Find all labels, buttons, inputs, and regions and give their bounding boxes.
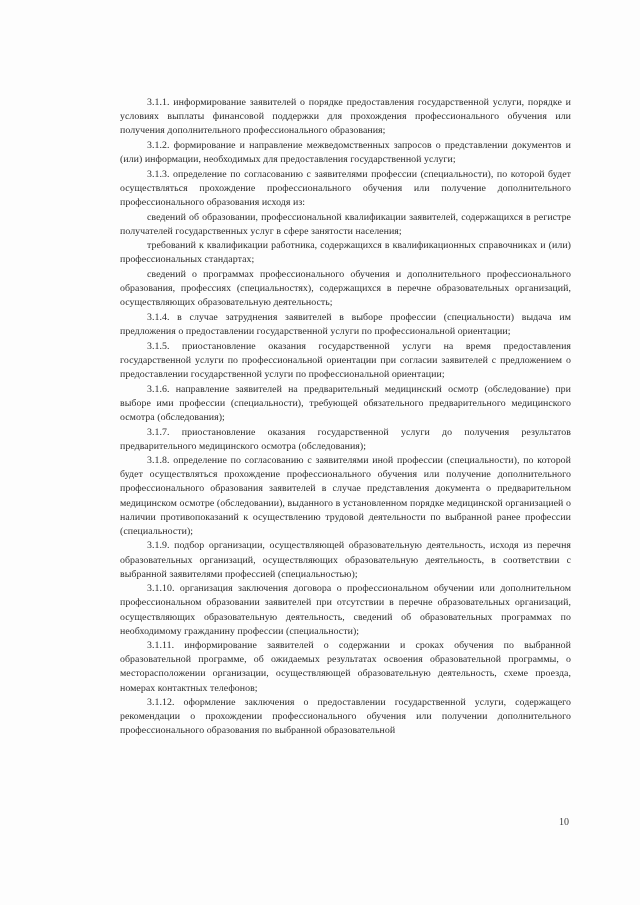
paragraph-3-1-6: 3.1.6. направление заявителей на предварительный медицинский осмотр (обследование) при выборе ими профессии (специальности), требующей обязательного предварительного медицинского осмотра (обследования); [120, 383, 571, 423]
paragraph-3-1-3: 3.1.3. определение по согласованию с заявителями профессии (специальности), по которой будет осуществляться прохождение профессионального обучения или получение дополнительного профессионального образования исходя из: [120, 168, 571, 208]
paragraph-3-1-11: 3.1.11. информирование заявителей о содержании и сроках обучения по выбранной образовательной программе, об ожидаемых результатах освоения образовательной программы, о месторасположении организации, осуществляющей образовательную деятельность, схеме проезда, номерах контактных телефонов; [120, 640, 571, 694]
paragraph-3-1-1: 3.1.1. информирование заявителей о порядке предоставления государственной услуги, порядке и условиях выплаты финансовой поддержки для прохождения профессионального обучения или получения дополнительного профессионального образования; [120, 97, 571, 137]
paragraph-3-1-5: 3.1.5. приостановление оказания государственной услуги на время предоставления государственной услуги по профессиональной ориентации при согласии заявителей с предложением о предоставлении государственной услуги по профессиональной ориентации; [120, 340, 571, 380]
paragraph-qualification-requirements: требований к квалификации работника, содержащихся в квалификационных справочниках и (или) профессиональных стандартах; [120, 240, 571, 266]
paragraph-3-1-7: 3.1.7. приостановление оказания государственной услуги до получения результатов предварительного медицинского осмотра (обследования); [120, 426, 571, 452]
page-number: 10 [559, 817, 569, 828]
paragraph-education-info: сведений об образовании, профессиональной квалификации заявителей, содержащихся в регистре получателей государственных услуг в сфере занятости населения; [120, 211, 571, 237]
paragraph-3-1-4: 3.1.4. в случае затруднения заявителей в выборе профессии (специальности) выдача им предложения о предоставлении государственной услуги по профессиональной ориентации; [120, 311, 571, 338]
paragraph-3-1-8: 3.1.8. определение по согласованию с заявителями иной профессии (специальности), по которой будет осуществляться прохождение профессионального обучения или получение дополнительного профессионального образования заявителей в случае представления документа о предварительном медицинском осмотре (обследовании), выданного в установленном порядке медицинской организацией о наличии противопоказаний к осуществлению трудовой деятельности по выбранной ранее профессии (специальности); [120, 455, 571, 537]
paragraph-3-1-2: 3.1.2. формирование и направление межведомственных запросов о представлении документов и (или) информации, необходимых для предоставления государственной услуги; [120, 139, 571, 165]
paragraph-3-1-10: 3.1.10. организация заключения договора о профессиональном обучении или дополнительном профессиональном образовании заявителей при отсутствии в перечне образовательных организаций, осуществляющих образовательную деятельность, сведений об образовательных программах по необходимому гражданину профессии (специальности); [120, 583, 571, 637]
paragraph-3-1-12: 3.1.12. оформление заключения о предоставлении государственной услуги, содержащего рекомендации о прохождении профессионального обучения или получении дополнительного профессионального образования по выбранной образовательной [120, 697, 571, 737]
paragraph-3-1-9: 3.1.9. подбор организации, осуществляющей образовательную деятельность, исходя из перечня образовательных организаций, осуществляющих образовательную деятельность, в соответствии с выбранной заявителями профессией (специальностью); [120, 540, 571, 580]
document-body [120, 96, 571, 739]
paragraph-program-info: сведений о программах профессионального обучения и дополнительного профессионального образования, профессиях (специальностях), содержащихся в перечне образовательных организаций, осуществляющих образовательную деятельность; [120, 269, 571, 309]
